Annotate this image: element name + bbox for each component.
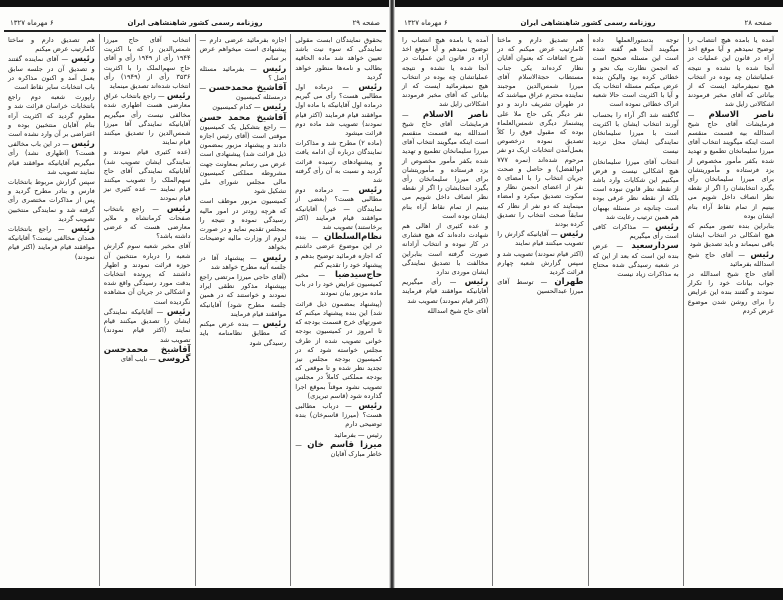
- paragraph: [200, 197, 287, 252]
- text-column: [99, 34, 195, 586]
- paragraph-text: سپس گزارش مربوط بانتخابات فارس و بنادر مطرح گردید و پس از مذاکرات مختصری رأی گرفته شد و نمایندگی منتخبین تصویب گردید: [8, 178, 95, 223]
- paragraph-text: کمیسیون مزبور موظف است که هرچه زودتر در امور مالیه رسیدگی نموده و نتیجه را بمجلس تقدیم نماید و در صورت لزوم از وزارت مالیه توضیحات بخواهد: [199, 197, 287, 252]
- paragraph-text: — آقایانیکه گزارش را تصویب میکنند قیام نمایند: [497, 230, 584, 248]
- text-column: [683, 34, 778, 586]
- paragraph-text: انتخاب آقای میرزا سلیمانخان هیچ اشکالی نیست و فرض میکنیم این شکایات وارد باشد از نقطه نظر قانون نبوده است بلکه از نقطه نظر عرفی بوده است چنانچه در مسئله بهبهان هم همین ترتیب رعایت شد: [592, 157, 679, 221]
- speaker-name: آقاشیخ محمدحسن گروسی: [103, 344, 191, 364]
- speaker-name: آقاشیخ محمدحسن: [208, 83, 287, 94]
- page-gutter: [389, 0, 395, 600]
- speaker-name: ناصر الاسلام: [422, 109, 489, 120]
- paragraph: [200, 36, 287, 64]
- paragraph: [688, 111, 774, 221]
- paragraph: [295, 402, 382, 430]
- paragraph: [200, 273, 287, 319]
- paragraph: [104, 242, 191, 306]
- paragraph: [295, 83, 382, 138]
- paragraph-text: — آقای نماینده گفتند و تصدیق آن در جلسه سابق بعمل آمد و اکنون مذاکره در باب انتخابات سایر نقاط است: [8, 55, 95, 92]
- page-number: صفحه ۲۸: [744, 19, 772, 27]
- speaker-name: سردار‌سعید: [631, 241, 679, 252]
- speaker-name: رئیس: [71, 224, 95, 235]
- paragraph: [402, 278, 488, 306]
- paragraph: [295, 139, 382, 185]
- paragraph-text: آمده یا بامده هیچ انتصاب را توضیح نمیدهم و آیا موقع اخذ آراء در قانون این عملیات در آنجا شده یا نشده و نتیجه عملیاتشان چه بوده در انتخاب هیچ نمیفرمائید ایست که از بیاناتی که آقای مخبر فرمودند اشکالاتی زایل شد: [402, 36, 489, 109]
- paragraph: [402, 111, 488, 221]
- left-page-columns: [4, 34, 386, 586]
- paragraph: [8, 140, 95, 177]
- paragraph: [497, 250, 583, 278]
- paragraph: [295, 431, 382, 440]
- paragraph-text: توجه بدستورالعملها داده میگویند آنجا هم گفته شده است این مسئله صحیح است که انجمن نظارت بیک نحو و خطائی کرده بود والیکن بنده عرض میکنم مسئله انتخاب یک و آیا با اکثریت است حالا شعبه اتراک خطائی نموده است: [592, 36, 679, 109]
- paragraph: [402, 307, 488, 316]
- speaker-name: رئیس: [358, 82, 382, 93]
- speaker-name: ناصر الاسلام: [708, 109, 774, 120]
- paragraph-text: بنابراین بنده تصور میکنم که هیچ اشکالی در انتخاب ایشان باقی نمیماند و باید تصدیق شود: [687, 222, 774, 249]
- paragraph: [402, 222, 488, 277]
- paragraph: [593, 36, 679, 110]
- text-column: [588, 34, 683, 586]
- paragraph-text: — راجع بانتخاب عراق معارضی هست اظهاری شده مخالفی نیست رأی میگیریم آقایانیکه نمایندگی آقا میرزا شمس‌الدین را تصدیق میکنند قیام نمایند: [103, 92, 191, 147]
- paragraph: [104, 92, 191, 147]
- speaker-name: رئیس: [262, 63, 287, 74]
- paragraph: [688, 222, 774, 250]
- paragraph-text: — بنده عرض میکنم که مطابق نظامنامه باید رسیدگی شود: [199, 320, 287, 347]
- paragraph-text: گاگفته شد اگر آراء را بحساب آورند انتخاب ایشان با اکثریت است با میرزا سلیمانخان نمایندگی ایشان محل تردید نیست: [592, 110, 679, 156]
- newspaper-title: روزنامه رسمی کشور شاهنشاهی ایران: [520, 19, 656, 27]
- paragraph-text: آقای مخبر شعبه سوم گزارش شعبه را درباره منتخبین آن حوزه قرائت نمودند و اظهار داشتند که پرونده انتخابات بدقت مورد رسیدگی واقع شده و اشکالی در جریان آن مشاهده نگردیده است: [103, 242, 191, 306]
- issue-date: ۶ مهرماه ۱۳۲۷: [10, 19, 54, 27]
- paragraph-text: — راجع بانتخاب صفحات کرمانشاه و ملایر معارضی هست که عرضی داشته باشد؟: [103, 204, 191, 241]
- paragraph-text: اجازه بفرمائید عرضی دارم — پیشنهادی است میخواهم عرض بر سانم: [199, 36, 287, 63]
- paragraph-text: — درماده دوم مطالبی هست؟ (بعضی از نمایندگان — خیر) آقایانیکه موافقند قیام فرمایند (اکثر برخاستند) تصویب شد: [295, 186, 382, 232]
- paragraph: [295, 441, 382, 459]
- paragraph-text: — در این باب مخالفی هست؟ (اظهاری نشد) رأی میگیریم آقایانیکه موافقند قیام نمایند تصویب شد: [8, 140, 95, 176]
- speaker-name: رئیس: [166, 203, 191, 214]
- speaker-name: آقاشیخ محمد حسن: [199, 112, 287, 123]
- paragraph: [497, 230, 583, 248]
- paragraph-text: — درماده اول مطالبی هست؟ رأی می گیریم درماده اول آقایانیکه با ماده اول موافقند قیام فرمایند (اکثر قیام نمودند) تصویب شد ماده دوم قرائت میشود: [295, 83, 382, 138]
- speaker-name: رئیس: [559, 229, 584, 240]
- paragraph: [593, 242, 679, 279]
- paragraph: [295, 300, 382, 401]
- paragraph: [593, 223, 679, 241]
- paragraph-text: — رأی میگیریم آقایانیکه موافقند قیام فرمایند (اکثر قیام نمودند) تصویب شد: [402, 278, 489, 305]
- paragraph-text: انتخاب آقای حاج میرزا شمس‌الدین را که با اکثریت ۱۹۴۴ رأی از ۱۹۴۹ رأی و آقای حاج سهم‌الملک را با اکثریت ۳۵۳۶ رأی از (۱۹۴۹) رأی انتخاب شده‌اند تصدیق مینماید: [103, 36, 191, 91]
- paragraph: [497, 278, 583, 296]
- paragraph-text: — خاطر مبارک آقایان: [295, 440, 382, 458]
- text-column: [4, 34, 99, 586]
- paragraph-text: — درباب مطالبی هست؟ (میرزا قاسم‌خان) بنده توضیحی دارم: [295, 401, 382, 429]
- paragraph-text: آمده یا بامده هیچ انتصاب را توضیح نمیدهم و آیا موقع اخذ آراء در قانون این عملیات در آنجا شده یا نشده و نتیجه عملیاتشان چه بوده در انتخاب هیچ نمیفرمائید ایست که از بیاناتی که آقای مخبر فرمودند اشکالاتی زایل شد: [687, 36, 774, 109]
- paragraph-text: — فرمایشات آقای حاج شیخ اسدالله بیه قسمت منقسم است اینکه میگویند انتخاب آقای میرزا سلیمانخان تطمیع و تهدید شده بکفر مأمور مخصوص از یزد فرستاده و مأموریتشان برای میرزا سلیمانخان رأی بگیرد انتخابشان را اگر از نقطه نظر انصاف داخل شویم می بینیم از تمام نقاط آراء بنام ایشان بوده است: [402, 110, 489, 220]
- speaker-name: رئیس: [166, 306, 191, 317]
- paragraph-text: هم تصدیق دارم و ساختا کامارتیب عرض میکنم: [8, 36, 95, 54]
- paragraph-text: — راجع بانتخابات همدان مخالفی نیست؟ آقایانیکه موافقند قیام فرمایند (اکثر قیام نمودند): [8, 225, 95, 261]
- text-column: [290, 34, 386, 586]
- paragraph-text: بحقوق نمایندگان ابست مقولی نمایندگی که سوء نیت باشد تعیین خواهد شد ماده الحاقیه بطالب و نامه‌ها منظور خواهد گردید: [295, 36, 382, 81]
- speaker-name: رئیس: [262, 319, 287, 330]
- left-page-header: [4, 14, 386, 32]
- paragraph-text: — مخبر کمیسیون عرایض خود را در باب ماده مزبور بیان نمودند: [295, 271, 382, 298]
- paragraph: [688, 270, 774, 316]
- paragraph: [104, 308, 191, 345]
- paragraph-text: — فرمایشات آقای حاج شیخ اسدالله بیه قسمت منقسم است اینکه میگویند انتخاب آقای میرزا سلیمانخان تطمیع و تهدید شده بکفر مأمور مخصوص از یزد فرستاده و مأموریتشان برای میرزا سلیمانخان رأی بگیرد انتخابشان را اگر از نقطه نظر انصاف داخل شویم می بینیم از تمام نقاط آراء بنام ایشان بوده: [687, 110, 774, 220]
- paragraph: [104, 346, 191, 364]
- speaker-name: رئیس: [166, 91, 191, 102]
- paragraph-text: — پیشنهاد آقا در جلسه آتیه مطرح خواهد شد: [199, 253, 287, 271]
- paragraph: [200, 84, 287, 102]
- speaker-name: رئیس: [262, 102, 287, 113]
- speaker-name: رئیس: [655, 222, 679, 233]
- paragraph-text: — مذاکرات کافی است رأی میگیریم: [592, 223, 679, 241]
- paragraph: [402, 36, 488, 110]
- paragraph-text: — درمسئله کمیسیون: [199, 84, 287, 102]
- speaker-name: نظام‌السلطان: [324, 232, 382, 243]
- paragraph-text: (عده کثیری قیام نمودند و نمایندگی ایشان تصویب شد) آقایانیکه نمایندگی آقای حاج سهم‌الملک را تصویب میکنند قیام نمایند — عده کثیری نیز قیام نمودند: [103, 148, 191, 203]
- paragraph-text: راپورت شعبه دوم راجع بانتخابات خراسان قرائت شد و معلوم گردید که اکثریت آراء بنام آقایان منتخبین بوده و اعتراضی بر آن وارد نشده است: [8, 93, 95, 139]
- paragraph: [8, 178, 95, 224]
- issue-date: ۶ مهرماه ۱۳۲۷: [404, 19, 448, 27]
- right-page: [398, 14, 778, 588]
- paragraph-text: — آقای حاج شیخ اسدالله بفرمائید: [687, 250, 774, 268]
- paragraph-text: رئیس — بفرمائید: [334, 430, 382, 439]
- paragraph-text: — عرض بنده این است که بعد از این که در شعبه رسیدگی شده محتاج به مذاکرات زیاد نیست: [592, 242, 679, 279]
- text-column: [195, 34, 291, 586]
- right-page-header: [398, 14, 778, 32]
- paragraph-text: — کدام کمیسیون: [212, 103, 261, 112]
- speaker-name: رئیس: [358, 400, 382, 411]
- paragraph: [200, 65, 287, 83]
- speaker-name: رئیس: [358, 185, 382, 196]
- paragraph: [200, 320, 287, 348]
- paragraph-text: (آقای حاجی میرزا مرتضی راجع بپیشنهاد مذکور نطقی ایراد نمودند و خواستند که در همین جلسه مطرح شود) آقایانیکه موافقند قیام فرمایند: [199, 273, 287, 318]
- text-column: [492, 34, 587, 586]
- paragraph-text: و عده کثیری از اهالی هم شهادت داده‌اند که هیچ فشاری در کار نبوده و انتخاب آزادانه صورت گرفته است بنابراین مخالفت با تصدیق نمایندگی ایشان موردی ندارد: [402, 222, 489, 277]
- speaker-name: میرزا قاسم خان: [307, 439, 382, 450]
- paragraph: [688, 36, 774, 110]
- paragraph-text: هم تصدیق دارم و ماختا کامارتیب عرض میکنم که در شرح اتفاقات که بعنوان آقایان نظار کرده‌اند یکی جناب مستطاب حجةالاسلام آقای میرزا شمس‌الدین موجبند نماینده محترم عراق میباشند که در طهران تشریف دارند و دو نفر دیگر یکی حاج ملا علی پیشنماز دیگری شمس‌العلماء بوده که مقبول فوق را کلاً تصدیق نموده درخصوص بعمل‌آمدن انتخابات ازیک دو نفر مرحوم شده‌اند (نمره ۷۷۷ ابوالفضل) و حاصل و صحت جریان انتخاب را با امضای ۵ نفر از اعضای انجمن نظار و سکوت تصدیق میکرد و امضاء مینمایند که دو نفر از نظار که سابقاً صحت انتخاب را تصدیق کرده بودند: [497, 36, 584, 229]
- paragraph-text: — توسط آقای میرزا عبدالحسین: [497, 278, 584, 296]
- newspaper-title: روزنامه رسمی کشور شاهنشاهی ایران: [127, 19, 263, 27]
- scan-bottom-border: [0, 588, 783, 600]
- paragraph-text: — بفرمائید مسئله اصل ؟: [199, 64, 287, 82]
- right-page-columns: [398, 34, 778, 586]
- paragraph: [295, 233, 382, 270]
- paragraph-text: — بنده در این موضوع عرضی داشتم که اجازه فرمائید توضیح بدهم و پیشنهاد خود را تقدیم کنم: [295, 233, 382, 269]
- paragraph: [497, 36, 583, 229]
- paragraph: [8, 36, 95, 54]
- paragraph: [8, 93, 95, 139]
- paragraph-text: — آقایانیکه نمایندگی ایشان را تصدیق میکنند قیام نمایند (اکثر قیام نمودند) تصویب شد: [103, 307, 191, 344]
- paragraph: [104, 36, 191, 91]
- speaker-name: رئیس: [464, 277, 489, 288]
- speaker-name: طهران: [554, 277, 584, 288]
- page-number: صفحه ۲۹: [352, 19, 380, 27]
- paragraph-text: — راجع بتشکیل یک کمیسیون موقتی است (آقای رئیس اجازه دادند و پیشنهاد مزبور بمضمون ذیل قرائت شد) پیشنهادی است عرض می رسانم بمعاونت جهت مشروطه مملکتی کمیسیون مالی مجلس شورای ملی تشکیل شود: [199, 122, 287, 196]
- paragraph: [8, 55, 95, 92]
- paragraph: [593, 158, 679, 222]
- paragraph: [593, 111, 679, 157]
- text-column: [398, 34, 492, 586]
- speaker-name: حاج‌سیدضیا: [334, 270, 382, 281]
- paragraph: [295, 186, 382, 232]
- paragraph-text: (پیشنهاد بمضمون ذیل قرائت شد) این بنده پیشنهاد میکنم که صورتهای خرج قسمت بودجه که تا امروز در کمیسیون بودجه خوانی تصویب شده از طرف مجلس خواسته شود که در کمیسیون بودجه مجلس نیز تجدید نظر شده و تا موقعی که بودجه مملکتی کاملاً در مجلس تصویب نشود موقتاً بموقع اجرا گذارده شود (قاسم تبریزی): [295, 299, 382, 400]
- paragraph-text: (ماده ۲) مطرح شد و مذاکرات نمایندگان درباره آن ادامه یافت و پیشنهادهای رسیده قرائت گردید و نسبت به آن رأی گرفته شد: [295, 139, 382, 185]
- paragraph: [295, 36, 382, 82]
- paragraph: [200, 103, 287, 112]
- paragraph: [200, 114, 287, 197]
- speaker-name: رئیس: [71, 54, 95, 65]
- paragraph-text: آقای حاج شیخ اسدالله در جواب بیانات خود را تکرار نمودند و گفتند بنده این عرایض را برای روشن شدن موضوع عرض کردم: [687, 270, 774, 315]
- paragraph: [104, 148, 191, 203]
- paragraph-text: (اکثر قیام نمودند) تصویب شد و سپس گزارش شعبه چهارم قرائت گردید: [497, 249, 584, 277]
- paragraph: [104, 205, 191, 242]
- left-page: [4, 14, 386, 588]
- speaker-name: رئیس: [71, 139, 95, 150]
- speaker-name: رئیس: [750, 249, 774, 260]
- paragraph-text: آقای حاج شیخ اسدالله: [427, 306, 489, 315]
- speaker-name: رئیس: [262, 252, 287, 263]
- paragraph: [295, 271, 382, 299]
- paragraph-text: — نایب آقای: [120, 354, 156, 363]
- paragraph: [200, 254, 287, 272]
- paragraph: [688, 251, 774, 269]
- paragraph: [8, 225, 95, 262]
